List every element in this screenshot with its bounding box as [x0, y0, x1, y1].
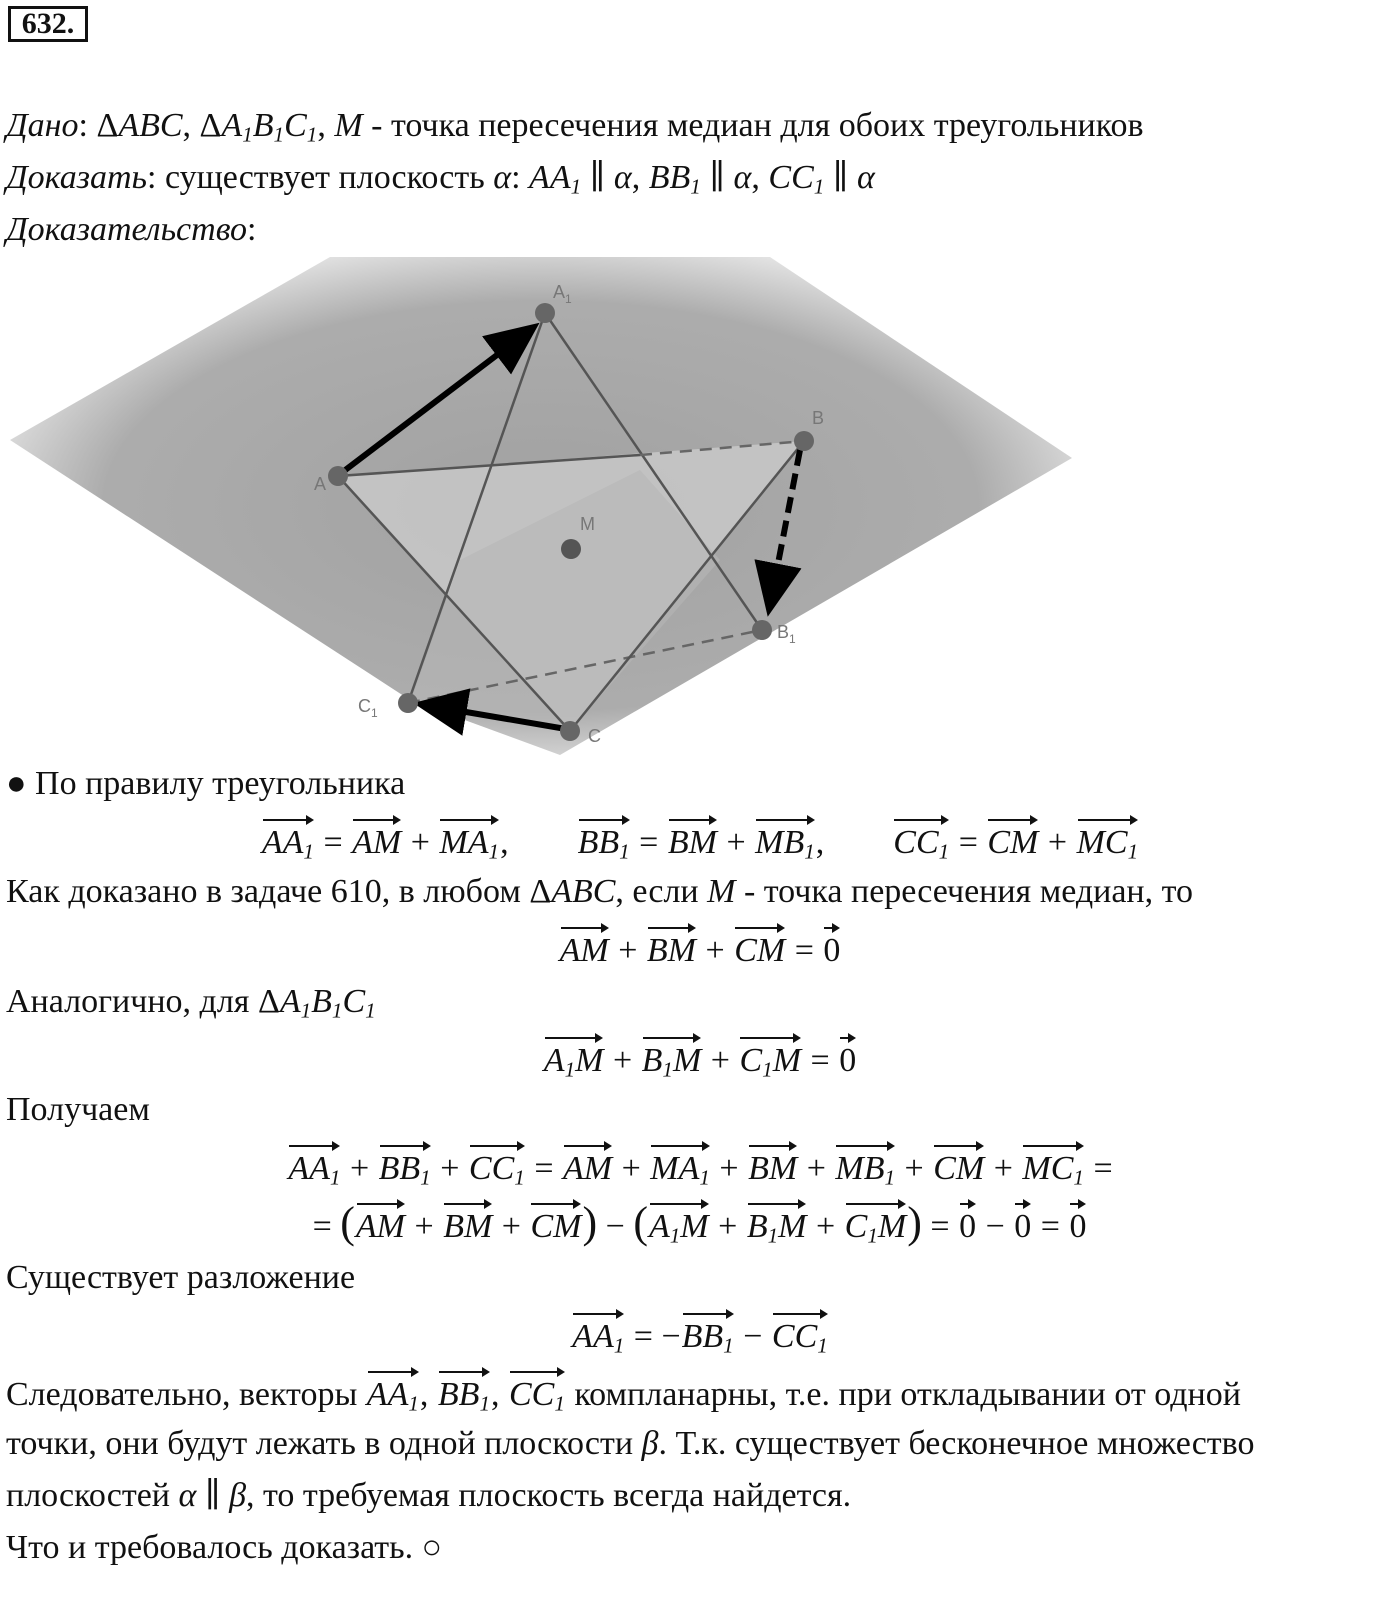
label-m: M	[580, 514, 595, 534]
problem-number: 632.	[8, 6, 88, 42]
label-c1: $C_1$	[358, 696, 378, 720]
conclusion-line3: плоскостей α ∥ β, то требуемая плоскость всегда найдется.	[6, 1477, 852, 1514]
point-m	[561, 539, 581, 559]
given-line: Дано: ΔABC, $\Delta A_1B_1C_1$, M - точка пересечения медиан для обоих треугольников	[6, 107, 1144, 147]
proof-label: Доказательство	[6, 211, 248, 248]
proof-line: Доказательство:	[6, 211, 257, 248]
label-c: C	[588, 726, 601, 746]
similarly-line: Аналогично, для $\Delta A_1B_1C_1$	[6, 983, 376, 1023]
label-a1: $A_1$	[553, 282, 572, 306]
equation-sum-abc: AM + BM + CM = 0	[0, 926, 1400, 971]
decomposition-line: Существует разложение	[6, 1259, 356, 1296]
qed-line: Что и требовалось доказать. ○	[6, 1529, 443, 1566]
label-b: B	[812, 408, 825, 428]
point-c1	[398, 693, 418, 713]
given-text: точка пересечения медиан для обоих треугольников	[390, 107, 1144, 144]
conclusion-line2: точки, они будут лежать в одной плоскости β. Т.к. существует бесконечное множество	[6, 1425, 1255, 1462]
equation-triangle-rule: $AA_1$ = AM + $MA_1$, $BB_1$ = BM + $MB_1$, $CC_1$ = CM + $MC_1$	[0, 818, 1400, 863]
point-a	[328, 466, 348, 486]
label-a: A	[314, 474, 327, 494]
point-c	[560, 721, 580, 741]
equation-total-line1: $AA_1 + BB_1 + CC_1$ = AM + $MA_1$ + BM + $MB_1$ + CM + $MC_1$ =	[0, 1144, 1400, 1189]
point-a1	[535, 303, 555, 323]
as-proved-line: Как доказано в задаче 610, в любом ΔABC, если M - точка пересечения медиан, то	[6, 873, 1194, 910]
prove-line: Доказать: существует плоскость α: $AA_1$ ∥ α, $BB_1$ ∥ α, $CC_1$ ∥ α	[6, 159, 875, 199]
geometry-figure	[0, 255, 1080, 760]
bullet-line: ● По правилу треугольника	[6, 765, 406, 802]
point-b	[794, 431, 814, 451]
conclusion-line1: Следовательно, векторы $AA_1$, $BB_1$, $CC_1$ компланарны, т.е. при откладывании от одной	[6, 1370, 1241, 1415]
label-b1: $B_1$	[777, 622, 796, 646]
prove-label: Доказать	[6, 159, 147, 196]
equation-decomposition: $AA_1 = -BB_1 - CC_1$	[0, 1312, 1400, 1357]
point-b1	[752, 620, 772, 640]
we-get-line: Получаем	[6, 1091, 150, 1128]
equation-total-line2: = (AM + BM + $CM) - (A_1M + B_1M + C_1M) = 0 - 0 = 0$	[312, 1198, 1087, 1248]
given-label: Дано	[6, 107, 79, 144]
prove-text: существует плоскость	[164, 159, 485, 196]
equation-sum-a1b1c1: $A_1M + B_1M + C_1M = 0$	[0, 1036, 1400, 1081]
